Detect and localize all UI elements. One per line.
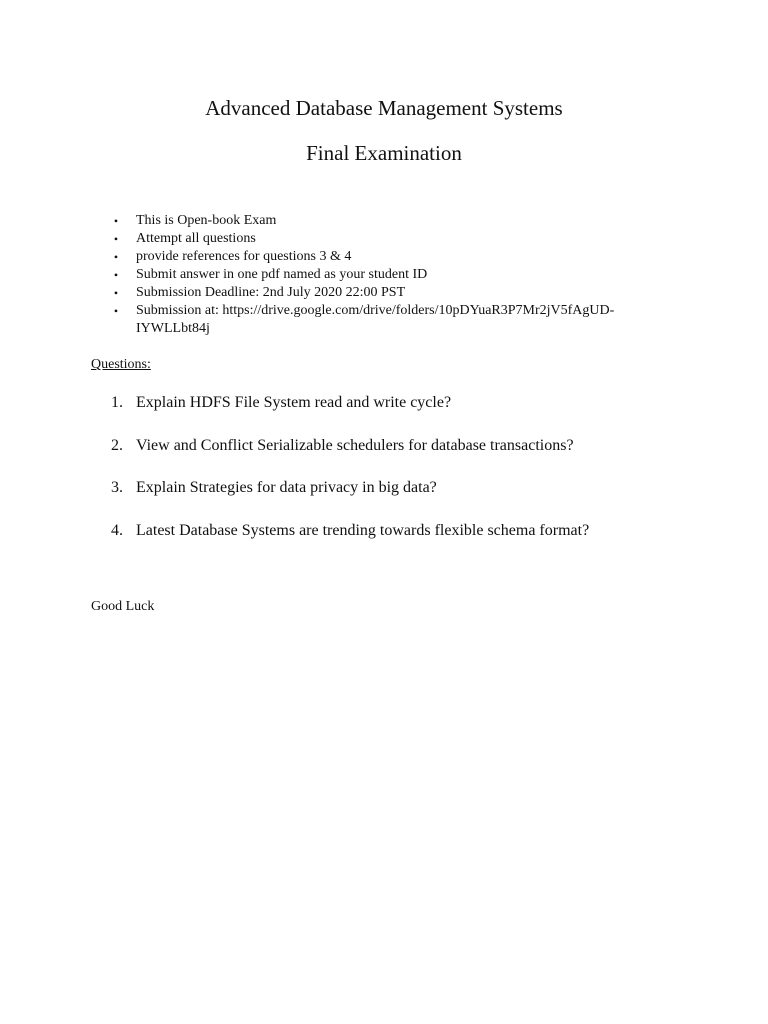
instruction-item [111, 212, 671, 230]
bullet-icon: • [113, 304, 119, 318]
submission-link-text: Submission at: https://drive.google.com/drive/folders/10pDYuaR3P7Mr2jV5fAgUD-IYWLLbt84j [136, 303, 615, 336]
question-item [111, 393, 691, 436]
instructions-list [111, 212, 671, 338]
instruction-text: Submit answer in one pdf named as your student ID [136, 267, 428, 282]
bullet-icon: • [113, 268, 119, 282]
question-text: Explain HDFS File System read and write cycle? [136, 394, 452, 411]
instruction-item [111, 302, 671, 338]
question-item [111, 521, 691, 564]
bullet-icon: • [113, 214, 119, 228]
closing-remark: Good Luck [91, 599, 155, 614]
question-item [111, 436, 691, 479]
instruction-item [111, 230, 671, 248]
document-title: Advanced Database Management Systems [205, 96, 563, 120]
instruction-text: Attempt all questions [136, 231, 256, 246]
instruction-text: This is Open-book Exam [136, 213, 277, 228]
questions-heading: Questions: [91, 357, 151, 372]
question-number: 2. [111, 436, 123, 454]
document-subtitle: Final Examination [306, 141, 462, 165]
questions-list [111, 393, 691, 563]
question-number: 3. [111, 479, 123, 496]
instruction-item [111, 266, 671, 284]
question-item [111, 478, 691, 521]
instruction-text: provide references for questions 3 & 4 [136, 249, 352, 264]
instruction-text: Submission Deadline: 2nd July 2020 22:00 PST [136, 285, 406, 300]
bullet-icon: • [113, 232, 119, 246]
question-number: 1. [111, 394, 123, 411]
question-text: Explain Strategies for data privacy in big data? [136, 479, 437, 496]
bullet-icon: • [113, 250, 119, 264]
question-text: View and Conflict Serializable schedulers for database transactions? [136, 436, 574, 454]
question-number: 4. [111, 521, 123, 539]
bullet-icon: • [113, 286, 119, 300]
instruction-item [111, 248, 671, 266]
question-text: Latest Database Systems are trending towards flexible schema format? [136, 521, 590, 539]
instruction-item [111, 284, 671, 302]
